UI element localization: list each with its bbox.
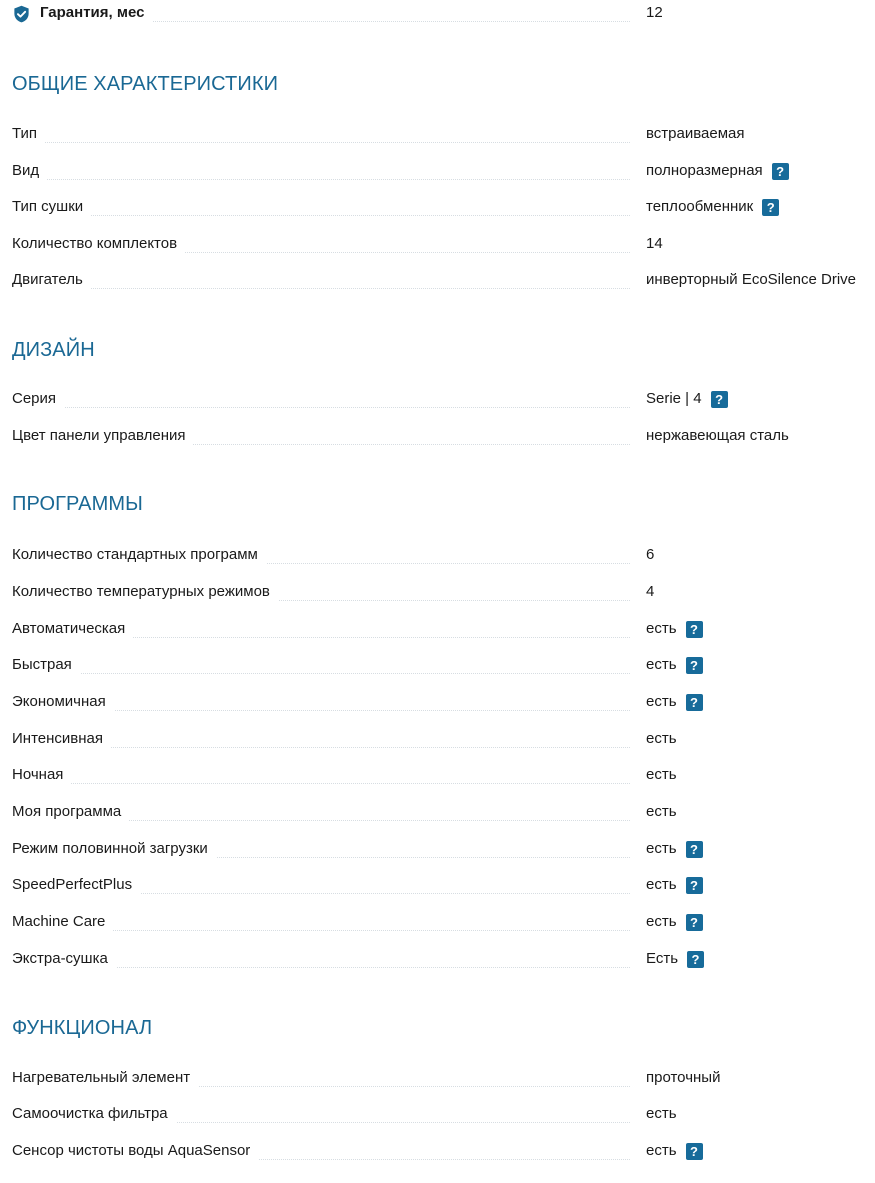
help-icon[interactable]: ? [686, 1143, 703, 1160]
spec-row [12, 161, 875, 187]
spec-label: Тип сушки [12, 197, 91, 217]
help-icon[interactable]: ? [686, 621, 703, 638]
spec-label: Количество стандартных программ [12, 545, 266, 565]
spec-label: Моя программа [12, 802, 129, 822]
spec-value-text: 14 [646, 235, 663, 252]
spec-label: Цвет панели управления [12, 426, 193, 446]
spec-row [12, 270, 875, 296]
spec-row [12, 197, 875, 223]
section-title: ДИЗАЙН [12, 339, 95, 361]
spec-value [646, 1104, 677, 1124]
spec-row [12, 545, 875, 571]
spec-value [646, 389, 728, 409]
spec-row [12, 949, 875, 975]
section-title: ФУНКЦИОНАЛ [12, 1017, 153, 1039]
row-dotted-leader [12, 215, 630, 216]
spec-label: Интенсивная [12, 729, 111, 749]
spec-value-text: есть [646, 656, 677, 673]
spec-label: Гарантия, мес [40, 3, 152, 23]
spec-row [12, 582, 875, 608]
spec-value [646, 765, 677, 785]
spec-value [646, 426, 789, 446]
spec-label: Экстра-сушка [12, 949, 116, 969]
spec-row [12, 729, 875, 755]
spec-label: Экономичная [12, 692, 114, 712]
spec-label: Серия [12, 389, 64, 409]
spec-value [646, 545, 654, 565]
spec-row [12, 426, 875, 452]
spec-value [646, 270, 856, 290]
spec-value-text: есть [646, 1105, 677, 1122]
spec-row [12, 124, 875, 150]
spec-label: Тип [12, 124, 45, 144]
spec-value-text: встраиваемая [646, 125, 745, 142]
row-dotted-leader [12, 783, 630, 784]
spec-value-text: 4 [646, 583, 655, 600]
spec-value-text: 12 [646, 4, 663, 21]
spec-value-text: есть [646, 876, 677, 893]
spec-value-text: Serie | 4 [646, 390, 702, 407]
row-dotted-leader [12, 407, 630, 408]
spec-value [646, 655, 703, 675]
spec-row [12, 1141, 875, 1167]
spec-label: Режим половинной загрузки [12, 839, 216, 859]
spec-value [646, 124, 745, 144]
help-icon[interactable]: ? [686, 877, 703, 894]
spec-row [12, 1068, 875, 1094]
spec-row [12, 802, 875, 828]
spec-label: Количество температурных режимов [12, 582, 278, 602]
spec-row [12, 839, 875, 865]
spec-value [646, 949, 704, 969]
spec-row [12, 1104, 875, 1130]
spec-row [12, 655, 875, 681]
spec-label: Автоматическая [12, 619, 133, 639]
row-dotted-leader [12, 673, 630, 674]
spec-value [646, 1068, 720, 1088]
spec-value-text: инверторный EcoSilence Drive [646, 271, 857, 288]
row-dotted-leader [12, 142, 630, 143]
spec-row-warranty [12, 3, 875, 29]
spec-value [646, 729, 677, 749]
spec-value-text: есть [646, 730, 677, 747]
help-icon[interactable]: ? [711, 391, 728, 408]
spec-value [646, 839, 703, 859]
spec-value [646, 161, 789, 181]
spec-value-text: есть [646, 803, 677, 820]
spec-row [12, 912, 875, 938]
spec-value-text: теплообменник [646, 198, 754, 215]
help-icon[interactable]: ? [687, 951, 704, 968]
spec-label: Быстрая [12, 655, 80, 675]
spec-value [646, 619, 703, 639]
spec-value [646, 802, 677, 822]
help-icon[interactable]: ? [686, 841, 703, 858]
spec-value [646, 234, 663, 254]
spec-label: Самоочистка фильтра [12, 1104, 176, 1124]
spec-label: Нагревательный элемент [12, 1068, 198, 1088]
spec-row [12, 389, 875, 415]
section-title: ПРОГРАММЫ [12, 493, 143, 515]
spec-label: Сенсор чистоты воды AquaSensor [12, 1141, 258, 1161]
spec-value [646, 875, 703, 895]
help-icon[interactable]: ? [686, 657, 703, 674]
spec-label: Двигатель [12, 270, 91, 290]
row-dotted-leader [12, 288, 630, 289]
spec-value [646, 692, 703, 712]
spec-value-text: полноразмерная [646, 162, 763, 179]
spec-value-text: Есть [646, 950, 679, 967]
section-title: ОБЩИЕ ХАРАКТЕРИСТИКИ [12, 73, 279, 95]
spec-label: SpeedPerfectPlus [12, 875, 140, 895]
spec-value-text: есть [646, 766, 677, 783]
spec-value-text: есть [646, 1142, 677, 1159]
row-dotted-leader [12, 179, 630, 180]
spec-row [12, 765, 875, 791]
spec-row [12, 692, 875, 718]
spec-value-text: 6 [646, 546, 655, 563]
spec-value [646, 1141, 703, 1161]
spec-value [646, 3, 663, 23]
spec-value-text: есть [646, 693, 677, 710]
spec-value [646, 912, 703, 932]
help-icon[interactable]: ? [762, 199, 779, 216]
spec-value [646, 197, 779, 217]
shield-check-icon [12, 4, 31, 24]
spec-value-text: есть [646, 913, 677, 930]
spec-row [12, 619, 875, 645]
spec-value-text: есть [646, 840, 677, 857]
spec-value-text: есть [646, 620, 677, 637]
spec-value-text: проточный [646, 1069, 721, 1086]
spec-label: Machine Care [12, 912, 113, 932]
spec-value-text: нержавеющая сталь [646, 427, 789, 444]
spec-label: Количество комплектов [12, 234, 185, 254]
spec-label: Ночная [12, 765, 71, 785]
spec-row [12, 234, 875, 260]
help-icon[interactable]: ? [772, 163, 789, 180]
spec-row [12, 875, 875, 901]
help-icon[interactable]: ? [686, 694, 703, 711]
spec-label: Вид [12, 161, 47, 181]
spec-value [646, 582, 654, 602]
help-icon[interactable]: ? [686, 914, 703, 931]
